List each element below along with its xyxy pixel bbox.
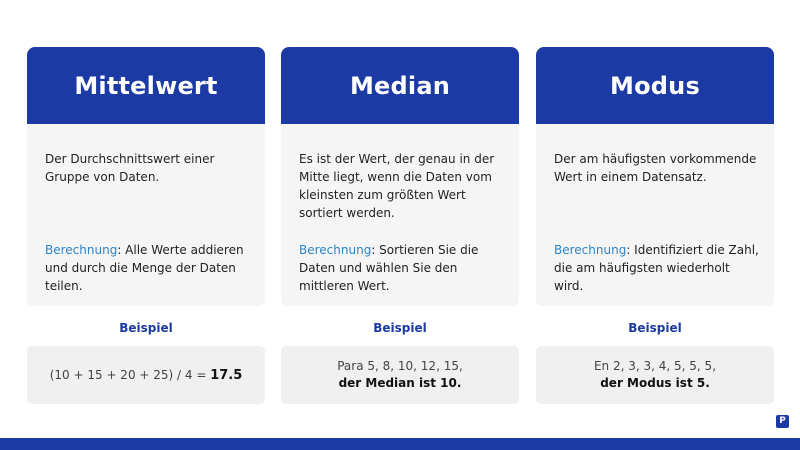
calculation-text: : Alle Werte addieren und durch die Menge der Daten teilen. bbox=[45, 243, 244, 293]
card-description: Der am häufigsten vorkommende Wert in einem Datensatz. bbox=[554, 152, 757, 184]
card-body bbox=[281, 124, 519, 306]
example-box-modus bbox=[536, 346, 774, 404]
card-calculation bbox=[45, 241, 251, 295]
card-header bbox=[536, 47, 774, 124]
example-result: der Median ist 10. bbox=[338, 376, 462, 390]
example-result: 17.5 bbox=[210, 367, 243, 383]
calculation-label: Berechnung bbox=[45, 243, 118, 257]
example-heading: Beispiel bbox=[628, 321, 682, 335]
brand-logo-icon: P bbox=[776, 415, 789, 428]
footer-bar bbox=[0, 438, 800, 450]
card-mittelwert bbox=[27, 47, 265, 306]
card-title: Median bbox=[349, 71, 451, 100]
example-text: Para 5, 8, 10, 12, 15, bbox=[337, 359, 463, 373]
example-box-mittelwert bbox=[27, 346, 265, 404]
card-title: Modus bbox=[610, 71, 700, 100]
example-heading: Beispiel bbox=[119, 321, 173, 335]
card-header bbox=[281, 47, 519, 124]
example-box-median bbox=[281, 346, 519, 404]
calculation-text: : Identifiziert die Zahl, die am häufigsten wiederholt wird. bbox=[554, 243, 759, 293]
example-result: der Modus ist 5. bbox=[600, 376, 710, 390]
card-modus bbox=[536, 47, 774, 306]
calculation-label: Berechnung bbox=[554, 243, 627, 257]
calculation-text: : Sortieren Sie die Daten und wählen Sie den mittleren Wert. bbox=[299, 243, 479, 293]
card-title: Mittelwert bbox=[74, 71, 218, 100]
example-formula bbox=[50, 367, 243, 384]
card-header bbox=[27, 47, 265, 124]
card-description: Der Durchschnittswert einer Gruppe von Daten. bbox=[45, 152, 215, 184]
card-median bbox=[281, 47, 519, 306]
card-description: Es ist der Wert, der genau in der Mitte liegt, wenn die Daten vom kleinsten zum größten Wert sortiert werden. bbox=[299, 152, 495, 220]
example-text: (10 + 15 + 20 + 25) / 4 = bbox=[49, 367, 211, 382]
example-heading: Beispiel bbox=[373, 321, 427, 335]
card-calculation bbox=[554, 241, 760, 295]
card-calculation bbox=[299, 241, 505, 295]
card-body bbox=[536, 124, 774, 306]
card-body bbox=[27, 124, 265, 306]
example-text: En 2, 3, 3, 4, 5, 5, 5, bbox=[593, 359, 717, 373]
calculation-label: Berechnung bbox=[299, 243, 372, 257]
